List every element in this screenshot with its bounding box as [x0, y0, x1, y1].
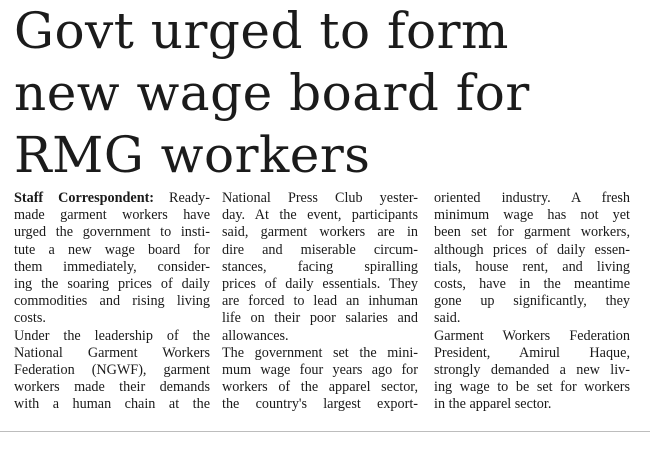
headline-line: Govt urged to form [14, 2, 509, 60]
column-line: commodities and rising living [14, 293, 210, 310]
column-line: National Garment Workers [14, 344, 210, 361]
article-column-2 [222, 190, 418, 414]
column-line: Garment Workers Federation [434, 327, 630, 344]
column-line: National Press Club yester- [222, 190, 418, 206]
column-line: are forced to lead an inhuman [222, 293, 418, 310]
column-line: strongly demanded a new liv- [434, 362, 630, 379]
column-line: stances, facing spiralling [222, 258, 418, 275]
bottom-divider [0, 431, 650, 432]
column-line: life on their poor salaries and [222, 310, 418, 327]
column-line [14, 190, 210, 207]
column-line: urged the government to insti- [14, 224, 210, 241]
column-line: gone up significantly, they [434, 293, 630, 310]
column-line: although prices of daily essen- [434, 241, 630, 258]
column-line: day. At the event, participants [222, 207, 418, 224]
column-line: dire and miserable circum- [222, 241, 418, 258]
column-line: The government set the mini- [222, 344, 418, 361]
column-line: President, Amirul Haque, [434, 344, 630, 361]
column-line: workers of the apparel sector, [222, 379, 418, 396]
column-line: said. [434, 310, 461, 327]
column-line: workers made their demands [14, 379, 210, 396]
byline: Staff Correspondent: [14, 190, 155, 206]
column-line: tials, house rent, and living [434, 258, 630, 275]
column-line: mum wage four years ago for [222, 362, 418, 379]
article-column-3 [434, 190, 630, 414]
column-line: costs, have in the meantime [434, 276, 630, 293]
column-line: Federation (NGWF), garment [14, 362, 210, 379]
headline-line: RMG workers [14, 126, 371, 184]
column-line: in the apparel sector. [434, 396, 552, 413]
column-line: allowances. [222, 327, 289, 344]
column-line: the country's largest export- [222, 396, 418, 413]
column-line: oriented industry. A fresh [434, 190, 630, 206]
headline [14, 0, 644, 186]
column-line: minimum wage has not yet [434, 207, 630, 224]
headline-line: new wage board for [14, 64, 530, 122]
column-line: costs. [14, 310, 46, 327]
article-column-1 [14, 190, 210, 414]
column-line: prices of daily essentials. They [222, 276, 418, 293]
column-line: Under the leadership of the [14, 327, 210, 344]
column-line: ing wage to be set for workers [434, 379, 630, 396]
column-line: said, garment workers are in [222, 224, 418, 241]
column-line: them immediately, consider- [14, 258, 210, 275]
column-line: tute a new wage board for [14, 241, 210, 258]
column-line-text: Ready- [154, 190, 210, 206]
column-line: made garment workers have [14, 207, 210, 224]
column-line: ing the soaring prices of daily [14, 276, 210, 293]
column-line: with a human chain at the [14, 396, 210, 413]
column-line: been set for garment workers, [434, 224, 630, 241]
